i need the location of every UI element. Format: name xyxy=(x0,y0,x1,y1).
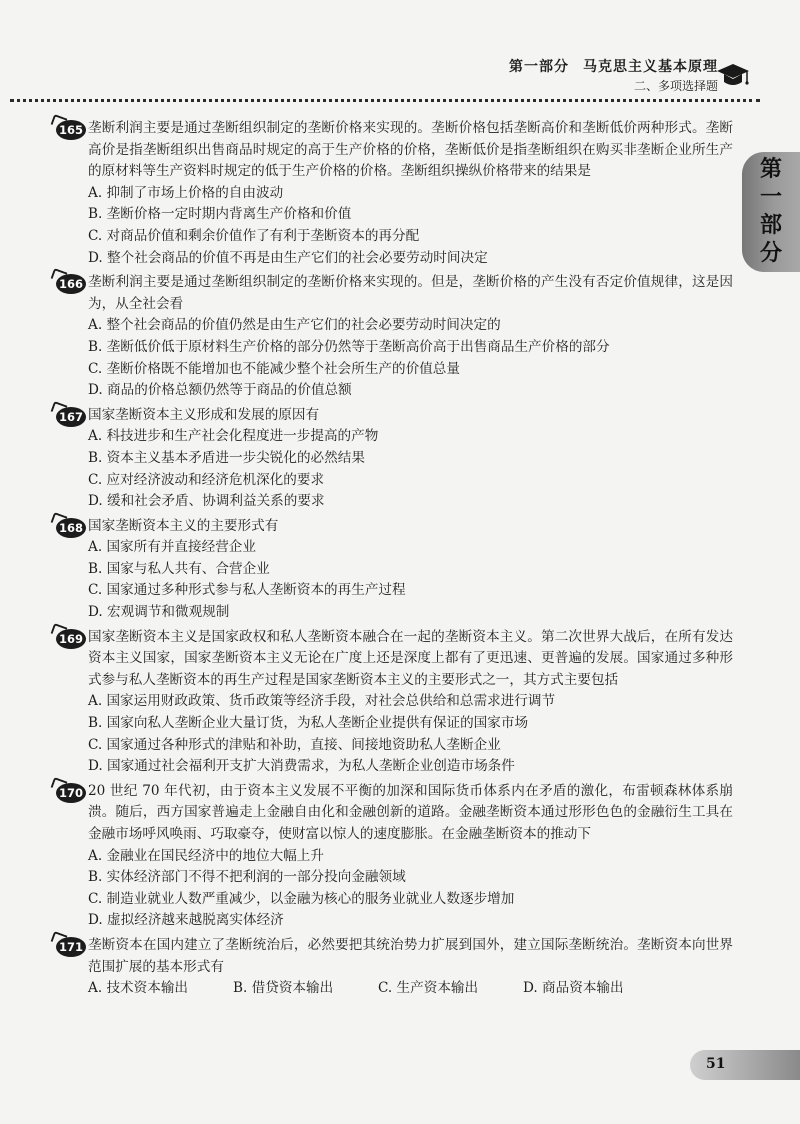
option: D. 商品资本输出 xyxy=(523,980,624,997)
option: D. 整个社会商品的价值不再是由生产它们的社会必要劳动时间决定 xyxy=(88,249,488,266)
side-tab-char: 部 xyxy=(759,213,782,238)
option: A. 国家运用财政政策、货币政策等经济手段，对社会总供给和总需求进行调节 xyxy=(88,693,556,710)
header-title xyxy=(509,56,718,76)
side-tab-char: 第 xyxy=(759,157,782,182)
header-divider xyxy=(10,99,760,102)
header-part: 第一部分 xyxy=(509,59,569,75)
question-168 xyxy=(58,516,733,624)
side-tab-char: 分 xyxy=(759,241,782,266)
question-167 xyxy=(58,405,733,513)
option: D. 虚拟经济越来越脱离实体经济 xyxy=(88,912,284,929)
option: D. 缓和社会矛盾、协调利益关系的要求 xyxy=(88,493,325,510)
option: B. 国家向私人垄断企业大量订货，为私人垄断企业提供有保证的国家市场 xyxy=(88,715,529,732)
option: B. 国家与私人共有、合营企业 xyxy=(88,560,270,577)
option: C. 制造业就业人数严重减少，以金融为核心的服务业就业人数逐步增加 xyxy=(88,890,515,907)
option: B. 借贷资本输出 xyxy=(233,980,334,997)
question-number-badge: 166 xyxy=(56,274,86,294)
option: B. 垄断价格一定时期内背离生产价格和价值 xyxy=(88,206,352,223)
option-row xyxy=(88,978,733,1000)
option: C. 生产资本输出 xyxy=(378,980,479,997)
part-side-tab xyxy=(742,152,800,272)
option: D. 国家通过社会福利开支扩大消费需求，为私人垄断企业创造市场条件 xyxy=(88,758,515,775)
option: C. 垄断价格既不能增加也不能减少整个社会所生产的价值总量 xyxy=(88,360,460,377)
page-number: 51 xyxy=(706,1056,726,1072)
option: A. 整个社会商品的价值仍然是由生产它们的社会必要劳动时间决定的 xyxy=(88,317,501,334)
option: D. 宏观调节和微观规制 xyxy=(88,604,230,621)
question-171 xyxy=(58,935,733,1000)
question-number-badge: 168 xyxy=(56,518,86,538)
graduation-cap-icon xyxy=(716,58,750,92)
option: B. 垄断低价低于原材料生产价格的部分仍然等于垄断高价高于出售商品生产价格的部分 xyxy=(88,338,610,355)
page-header xyxy=(0,0,800,108)
option: C. 国家通过各种形式的津贴和补助，直接、间接地资助私人垄断企业 xyxy=(88,736,501,753)
question-number-badge: 169 xyxy=(56,629,86,649)
question-169 xyxy=(58,627,733,778)
question-number-badge: 165 xyxy=(56,120,86,140)
question-166 xyxy=(58,272,733,402)
option: D. 商品的价格总额仍然等于商品的价值总额 xyxy=(88,382,352,399)
question-number-badge: 167 xyxy=(56,407,86,427)
question-stem: 国家垄断资本主义是国家政权和私人垄断资本融合在一起的垄断资本主义。第二次世界大战后，在所有发达资本主义国家，国家垄断资本主义无论在广度上还是深度上都有了更迅速、更普遍的发展。国家通过多种形式参与私人垄断资本的再生产过程是国家垄断资本主义的主要形式之一，其方式主要包括 xyxy=(88,628,733,688)
option: A. 科技进步和生产社会化程度进一步提高的产物 xyxy=(88,428,379,445)
question-165 xyxy=(58,118,733,269)
option: A. 技术资本输出 xyxy=(88,980,189,997)
option: B. 资本主义基本矛盾进一步尖锐化的必然结果 xyxy=(88,449,365,466)
question-list xyxy=(58,118,733,1003)
question-stem: 垄断利润主要是通过垄断组织制定的垄断价格来实现的。但是，垄断价格的产生没有否定价值规律，这是因为，从全社会看 xyxy=(88,274,733,312)
question-number-badge: 170 xyxy=(56,783,86,803)
option: A. 抑制了市场上价格的自由波动 xyxy=(88,184,284,201)
question-stem: 垄断利润主要是通过垄断组织制定的垄断价格来实现的。垄断价格包括垄断高价和垄断低价两种形式。垄断高价是指垄断组织出售商品时规定的高于生产价格的价格，垄断低价是指垄断组织在购买非垄断企业所生产的原材料等生产资料时规定的低于生产价格的价格。垄断组织操纵价格带来的结果是 xyxy=(88,120,733,180)
question-stem: 垄断资本在国内建立了垄断统治后，必然要把其统治势力扩展到国外，建立国际垄断统治。垄断资本向世界范围扩展的基本形式有 xyxy=(88,936,733,975)
option: C. 对商品价值和剩余价值作了有利于垄断资本的再分配 xyxy=(88,227,420,244)
header-book-title: 马克思主义基本原理 xyxy=(583,59,718,75)
option: C. 应对经济波动和经济危机深化的要求 xyxy=(88,471,325,488)
header-section: 二、多项选择题 xyxy=(633,79,718,93)
question-stem: 20 世纪 70 年代初，由于资本主义发展不平衡的加深和国际货币体系内在矛盾的激化，布雷顿森林体系崩溃。随后，西方国家普遍走上金融自由化和金融创新的道路。金融垄断资本通过形形色色的金融衍生工具在金融市场呼风唤雨、巧取豪夺，使财富以惊人的速度膨胀。在金融垄断资本的推动下 xyxy=(88,782,733,842)
option: C. 国家通过多种形式参与私人垄断资本的再生产过程 xyxy=(88,582,406,599)
option: A. 金融业在国民经济中的地位大幅上升 xyxy=(88,847,324,864)
question-number-badge: 171 xyxy=(56,937,86,957)
option: B. 实体经济部门不得不把利润的一部分投向金融领域 xyxy=(88,869,406,886)
question-stem: 国家垄断资本主义的主要形式有 xyxy=(88,517,279,534)
side-tab-char: 一 xyxy=(759,185,782,210)
page-number-tab xyxy=(690,1050,800,1080)
question-170 xyxy=(58,781,733,932)
option: A. 国家所有并直接经营企业 xyxy=(88,539,256,556)
question-stem: 国家垄断资本主义形成和发展的原因有 xyxy=(88,406,320,423)
